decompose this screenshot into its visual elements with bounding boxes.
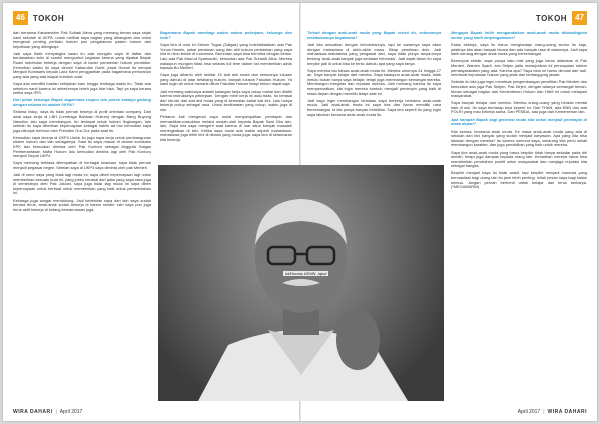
interview-question: Dari pihak keluarga Bapak bagaimana respon lalu pokok kakaiya gedung dengan selama ini adalah UKPA? <box>13 97 151 107</box>
portrait-figure <box>158 165 444 401</box>
left-footer-brand: WIRA DAHARI <box>13 409 53 415</box>
right-page-number: 47 <box>572 11 587 25</box>
article-paragraph: Saya juga dibantu oleh sekitar 15 staf ahli muda dan semuanya lulusan yang dahulu di latar belakang hukum, banyak lulusan Fakultas Hukum. Ya kami ingin ah untuk menarik diluar Fakultas Hukum tetapi belum dapat saja. <box>160 72 292 87</box>
article-paragraph: Jadi kita sesuaikan dengan kebutuhannya, tapi ke sarannya saya akan dengan mahasiswa di akhir-akhir masa. Sikap pemikiran dulu. Jadi mahasiswa-mahasiswa yang pengawal dari, saya tidak punya tanya-tanya tentang 'anak-anak banyak juga sedalam informasi'. Jadi sejak tahun itu saya berpikir jadi di untuk bisa ke tentu dahulu apa yang saya tanya. <box>307 42 441 66</box>
article-paragraph: Jadi di umur saya yang tidak lagi muda ini, saya diberi kepercayaan lagi untuk memberikan sesuatu buat ini, yang justru berasal dari jalan yang saya rasa juga di semestinya oleh Pak Jokowi, saya juga tidak lagi muda ini saya diberi kepercayaan untuk berbuat untuk memberikan yang baik untuk pemerintahan ini. <box>13 172 151 196</box>
interview-question: Apa harapan Bapak bagi generasi muda kita untuk menjadi pemimpin di masa depan? <box>451 116 587 127</box>
article-paragraph: Berumpuk sebab, saya punya satu misi yang juga harus dilakukan di Pak Menteri, Wamen Syarif, dan Setjen yaitu mewujudkan ini pencapaian sistem pemasyarakatan yang ada. Karena apa? Saya tahu ini harus dimulai dari tadi, membuat keputusan hukum yang jelas dan bertanggung jawab. <box>451 58 587 78</box>
article-paragraph: Jadi saya ingin membangun keadaan saya berkerja bersama anak-anak muda. Jadi anak-anak muda ini saya kira dan harus memiliki rasa bersemangat. Ia kita punya banyak keaktifan. Saya kira seperti itu yang ingin saya lakukan bersama anak-anak muda itu. <box>307 97 441 117</box>
interview-question: Bagaimana Bapak membagi waktu antara pekerjaan, keluarga dan hobi? <box>160 31 292 40</box>
article-paragraph: Saya ada memiliki hasilan kebijakan baru hingga lembaga waktu itu. Tidak ada sebelum nanti karena ini sebelumnya boleh juga biar bisa. Tapi ya saya kerasa ketika saya IPIS. <box>13 80 151 96</box>
article-paragraph: Setelah itu kita juga ingin membuat pengembangan penelitian Pak Menteri dan kemudian ada juga Pak Sekjen, Pak Dirjen, dengan adanya semangat teman-teman sebagai bagian dari Kementerian Hukum dan HAM ini untuk melayani masyarakat. <box>451 79 587 99</box>
interview-question: Mengapa Bapak lebih mengandalkan anak-anak muda dibandingkan senior yang lebih berpengalaman? <box>451 31 587 40</box>
left-column-2 <box>160 31 292 163</box>
left-column-1 <box>13 31 151 401</box>
article-paragraph: Pertama kali mengenal saya mulai menyampaikan pendapat dan memastikan-masukkan melalui seolah-olah kepada Bapak Saat Gita lain-lain, Saya kira saya mengerti saat karena di luar sana banyak masalah meningkatkan di situ. Ketika saya mulai ada waktu seperti mahasiswa-mahasiswa juga lebih kini di dewan yang muda juga, saya kira di kelancaran kita bekerja. <box>160 114 292 142</box>
article-paragraph: Kemudian saya kinerja di UKP4 Untuk itu juga saya kerja untuk pembangunan sistem hukum dan lain sebagainya. Saat itu saya masuk di dewan komisaris KPK lalu kemudian diminta oleh Pak Kuntoro sebagai Anggota Satgas Pemberantasan Mafia Hukum lalu kemudian diminta lagi oleh Pak Kuntoro menjadi Deputi UKP4. <box>13 134 151 159</box>
article-paragraph: Keluarga juga sangat mendukung. Jadi kebetulan saya dan istri saya sudah berdua terus, anak-anak sudah bekerja di kantor sendiri. Istri saya pun juga terus aktif bekerja di bidang kemanusiaan juga. <box>13 197 151 212</box>
article-paragraph: Kita semua, terutama anak muda. Ke masa anak-anak muda yang ada di sekolah dan kini banyak yang sudah menjadi karyawan. Apa yang kita bisa lakukan dengan mereka? Itu karena menurut saya, sekarang kita perlu sekali membangun karakter, dan juga pendidikan yang baik untuk mereka. <box>451 128 587 148</box>
right-footer-date: April 2017 <box>517 409 541 415</box>
article-paragraph: dan bersama Kabareskrim Pak Suhadi Alexa yang memang teman saya sejak kami sekolah di UKPA, untuk melihat saya bagian yang dibangkan dan untuk mengenal penting perilaku hukum pun pengalaman pasien hukum dari kepolisian yang dilengkapi. <box>13 31 151 49</box>
right-footer-brand: WIRA DAHARI <box>547 409 587 415</box>
article-paragraph: Saya banyak belajar dari mereka. Mereka orang-orang yang berada mental baik di sini. Itu saya berharap bisa seperti ini. Dari THAN, ada BNN dan ada POLRI yang mau bekerja sama. Dari PEMDA, ada juga dari Kementerian lain. <box>451 100 587 115</box>
left-footer-separator: | <box>55 409 57 415</box>
article-paragraph: Jadi memang waktunya adalah kalangan kerja saya cukup mahal dan dilatih karena instruksinya pekerjaan. Dengan mine kerja ini atau tidak, itu berasal dari ide-ide dari staf ahli muda yang di kemudian bakal kali kini. Lalu hanya bekerja cukup sebagai rasa. Untuk kenikmatan yang cukup, waktu juga di situ. <box>160 88 292 112</box>
article-paragraph: Saya memang terbiasa ditempatkan di berbagai keadaan, saya tidak pernah menjadi pegawai negeri. Setelah saya di UKP4 saya diminta oleh pak Menteri. <box>13 160 151 170</box>
magazine-spread <box>3 3 597 421</box>
article-paragraph: Kalau bekerja, saya itu harus menghadapi orang-orang senior itu saja, pastinya kita akan banyak bicara dan ada banyak rasa di dalamnya. Jadi saya lebih senang dengan anak muda yang bersemangat. <box>451 42 587 57</box>
article-paragraph: Saya kira di usia ini Sekum Tugas (Satgas) yang bolehdikatakan ada Pak Yunus Husein, pakar peraturan uang dan ahli hukum perbankan yang saya kira itu ilmu teknik di Indonesia. Berurutan saya bisa bermitra dengan beliau. Lalu ada Pak Mas'ud Syamsudin, kemudian ada Pak Suhardi Alius. Mereka walaupun mungkin tidak bisa selaras full time dalam hal memberikan advis kepada Bu Menteri. <box>160 42 292 71</box>
portrait-photo <box>158 165 444 401</box>
left-page-header <box>13 10 69 26</box>
article-paragraph: Saya mereka tau bahwa anak-anak muda ini. Mereka umurnya 24 hingga 27 an. Saya banyak belajar dari mereka. Saya kalaupun anak-anak muda, tidak melulu bukan hanya saya belajar, tetapi juga membangun semangat mereka. Membangun integritas dan reputasi mereka. Jadi memang karena itu saya memperhatikan, kita ingin mereka tumbuh menjadi pemimpin yang baik di masa depan dengan memiliki tetapi saat ini. <box>307 67 441 96</box>
photo-credit: ist/Humas KEMN. Iqbal <box>285 271 327 276</box>
article-paragraph: Jadi saya tidak menyangka kalau itu ada mungkin saya di daftar dan berdasarkan tahu di sumbil mengontrol kegiatan kerena yang dipakai Bapak Ruani kebetulan bekerja dengan saya di kader pemberian hukum peradilan. Kemudian waktu itu saya diuruni Kabarulan Ganti, juwal Hueari itu sempat Menjadi Komisaris kepala Lalul Kami penggantian pada bagaimana perturanan yang ada yang ada isiapat kumbuh adat. <box>13 50 151 79</box>
article-paragraph: Saya kira anak-anak muda yang harus berpikir tidak hanya sekadar pada diri sendiri, tetapi juga dampak kepada orang lain. Kehadiran mereka harus bisa memberikan perubahan positif untuk masyarakat dan menjaga reputasi kita sebagai bangsa. <box>451 149 587 169</box>
left-footer-date: April 2017 <box>59 409 83 415</box>
interview-question: Terkait dengan anak-anak muda yang Bapak rekrut itu, sebenarnya melakukannya bagaimana? <box>307 31 441 40</box>
right-column-1 <box>307 31 441 163</box>
right-footer-separator: | <box>543 409 545 415</box>
right-page-header <box>531 10 587 26</box>
left-footer <box>13 409 82 415</box>
article-paragraph: Berpikir menjadi kaya itu tidak salah, tapi berpikir menjadi manusia yang bermanfaat bagi orang lain itu jauh lebih penting. Inilah pesan saya bagi kalian semua. Jangan pernah berhenti untuk belajar dan terus berkarya. (*MEGAWARNI) <box>451 170 587 190</box>
left-page-number: 46 <box>13 11 28 25</box>
article-paragraph: Selama hidup, saya itu tidak pernah bekerja di profil orientasi company. Dari awal saya kerja di LBH (Lembaga Bantuan Hukum) dengan Bang Buyung Nasution lalu saya membangun. Itu terdapat untuk hukum lingkungan, lalu setelah itu saya diberikan kepercayaan sebagai hakim ad hoc kemudian saya juga ditunjuk berturut oleh Presiden Gus Dur pada saat itu. <box>13 109 151 133</box>
left-section-title: TOKOH <box>32 13 65 23</box>
right-footer <box>518 409 587 415</box>
right-column-2 <box>451 31 587 401</box>
right-section-title: TOKOH <box>535 13 568 23</box>
